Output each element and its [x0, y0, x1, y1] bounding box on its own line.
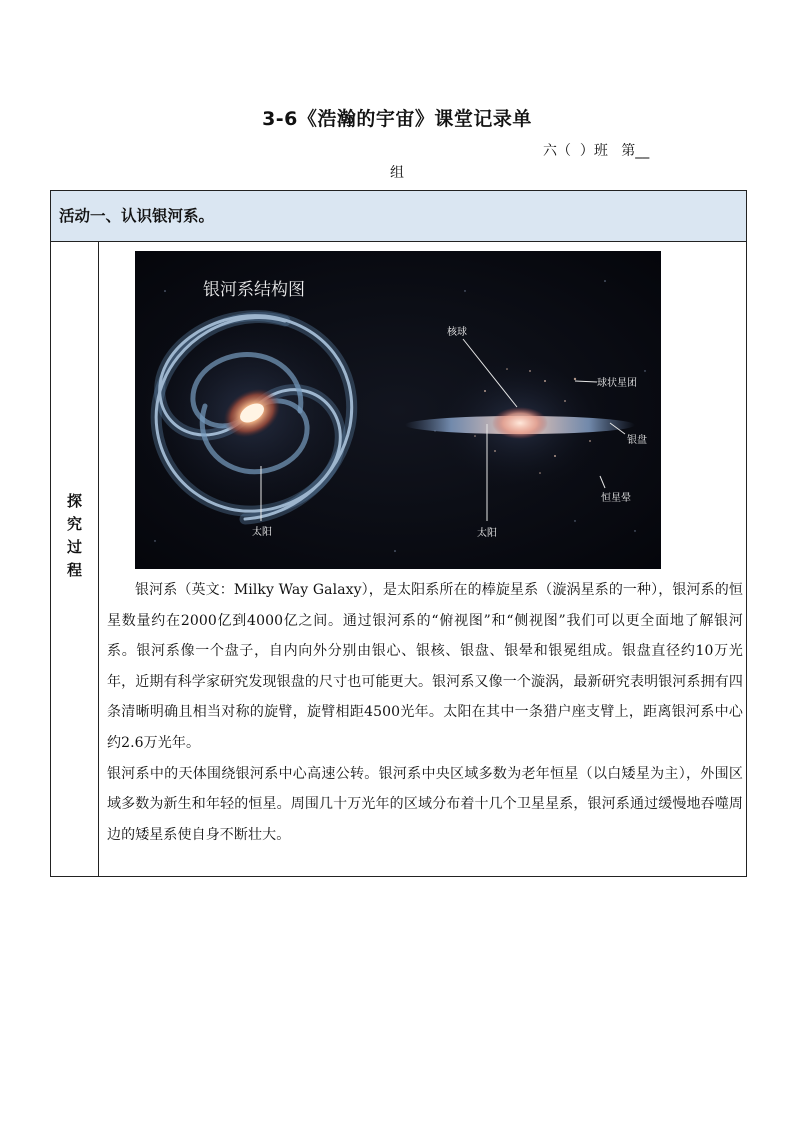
class-group-line: 六（ ）班 第__: [543, 143, 650, 159]
activity-header-text: 活动一、认识银河系。: [59, 207, 215, 225]
record-table: [50, 190, 747, 877]
label-sun-right: 太阳: [477, 528, 497, 539]
side-label: [51, 490, 98, 582]
side-label-cell: [51, 242, 99, 876]
body-text: [107, 575, 743, 850]
label-sun-left: 太阳: [252, 527, 272, 538]
milky-way-structure-figure: [135, 251, 661, 569]
page-title: 3-6《浩瀚的宇宙》课堂记录单: [262, 108, 532, 130]
side-label-char: 过: [66, 538, 82, 556]
label-globular-cluster: 球状星团: [597, 378, 637, 389]
group-label: 组: [390, 165, 404, 181]
paragraph: 银河系中的天体围绕银河系中心高速公转。银河系中央区域多数为老年恒星（以白矮星为主），外围区域多数为新生和年轻的恒星。周围几十万光年的区域分布着十几个卫星星系，银河系通过缓慢地吞噬周边的矮星系使自身不断壮大。: [107, 765, 743, 843]
side-label-char: 究: [66, 515, 82, 533]
label-nucleus: 核球: [447, 327, 467, 338]
figure-title: 银河系结构图: [203, 280, 305, 300]
side-label-char: 程: [66, 561, 82, 579]
galaxy-top-view: [135, 303, 368, 523]
paragraph: 银河系（英文：Milky Way Galaxy），是太阳系所在的棒旋星系（漩涡星系的一种），银河系的恒星数量约在2000亿到4000亿之间。通过银河系的“俯视图”和“侧视图”我们可以更全面地了解银河系。银河系像一个盘子，自内向外分别由银心、银核、银盘、银晕和银冕组成。银盘直径约10万光年，近期有科学家研究发现银盘的尺寸也可能更大。银河系又像一个漩涡，最新研究表明银河系拥有四条清晰明确且相当对称的旋臂，旋臂相距4500光年。太阳在其中一条猎户座支臂上，距离银河系中心约2.6万光年。: [107, 582, 743, 751]
milky-way-structure-image: [135, 251, 661, 569]
label-halo: 恒星晕: [601, 493, 631, 504]
side-label-char: 探: [66, 492, 82, 510]
activity-header: [51, 191, 746, 242]
label-disk: 银盘: [627, 435, 647, 446]
